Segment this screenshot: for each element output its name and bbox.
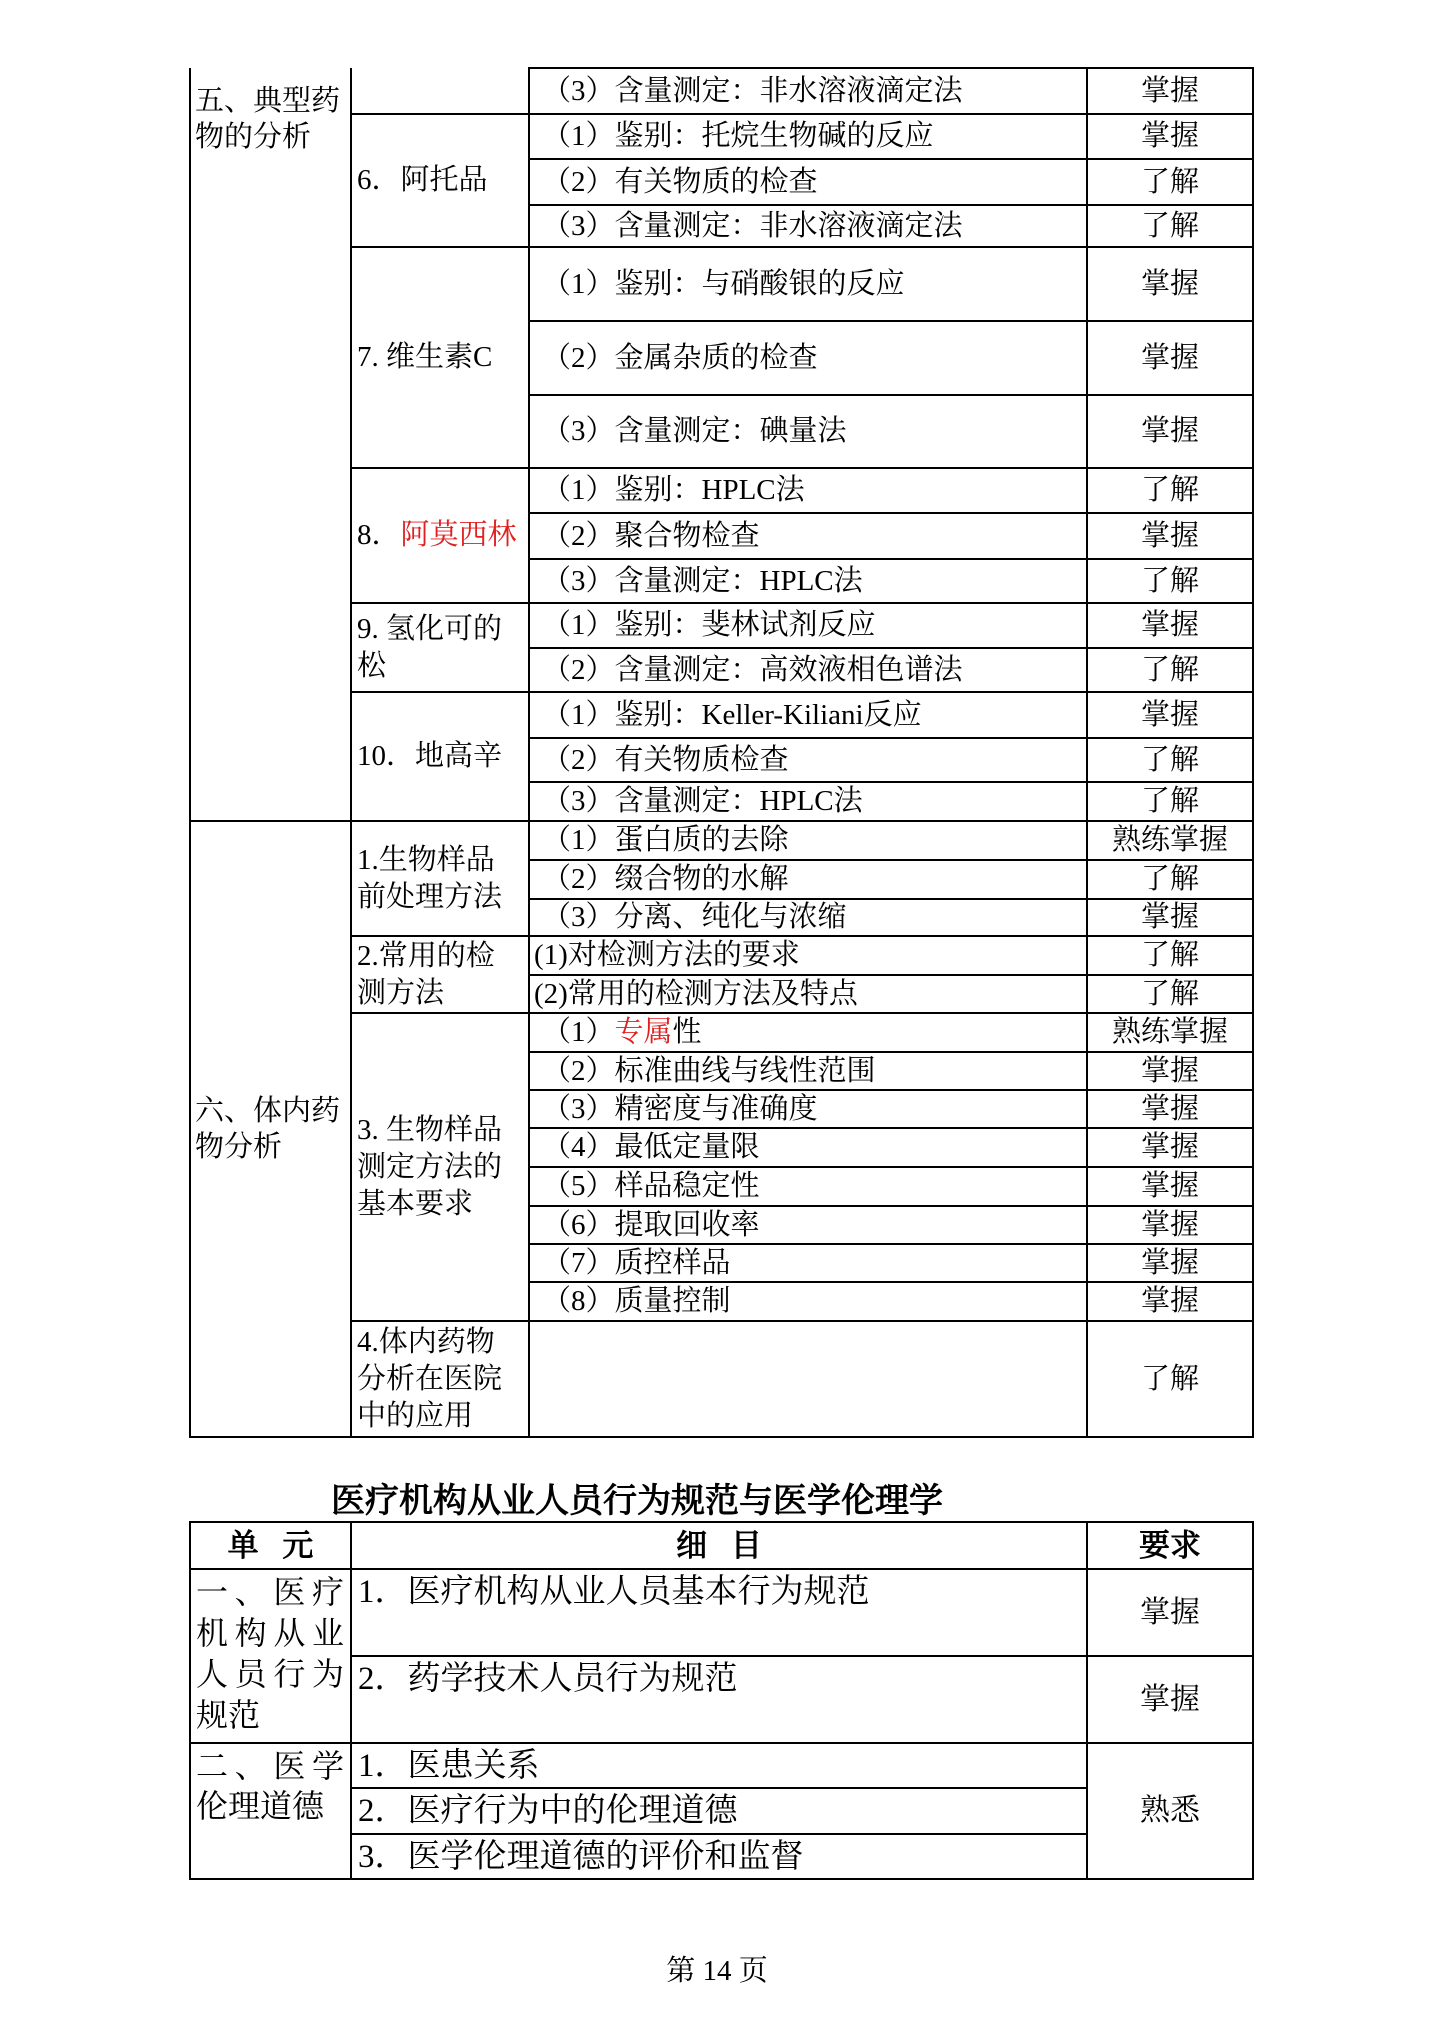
item-cell: 3．医学伦理道德的评价和监督	[351, 1834, 1087, 1879]
table-title: 医疗机构从业人员行为规范与医学伦理学	[331, 1483, 943, 1520]
detail-highlight: 专属	[614, 1016, 673, 1048]
item-label-line: 6．阿托品	[357, 164, 488, 196]
unit-cell-medical-ethics	[190, 1743, 351, 1879]
requirement-cell: 掌握	[1087, 1569, 1253, 1656]
item-label-line: 前处理方法	[357, 880, 503, 913]
item-cell-amoxicillin	[351, 468, 529, 603]
detail-cell: （1）鉴别：与硝酸银的反应	[529, 247, 1087, 321]
requirement-cell: 掌握	[1087, 395, 1253, 468]
requirement-cell: 掌握	[1087, 247, 1253, 321]
section-cell-typical-drug-analysis	[190, 68, 351, 821]
detail-cell: （3）含量测定：碘量法	[529, 395, 1087, 468]
item-cell-continued	[351, 68, 529, 114]
requirement-cell: 掌握	[1087, 513, 1253, 559]
item-cell-hospital-application	[351, 1321, 529, 1437]
requirement-cell: 掌握	[1087, 603, 1253, 648]
detail-cell: （8）质量控制	[529, 1282, 1087, 1321]
drug-analysis-syllabus-table	[189, 67, 1254, 1438]
item-label-line: 4.体内药物	[357, 1325, 495, 1358]
detail-cell: (1)对检测方法的要求	[529, 936, 1087, 975]
detail-cell: （5）样品稳定性	[529, 1167, 1087, 1206]
item-cell: 1．医患关系	[351, 1743, 1087, 1788]
requirement-cell: 了解	[1087, 1321, 1253, 1437]
requirement-cell: 掌握	[1087, 68, 1253, 114]
detail-cell: （1）鉴别：Keller-Kiliani反应	[529, 692, 1087, 738]
header-requirement: 要求	[1087, 1522, 1253, 1569]
item-label-line: 基本要求	[357, 1187, 474, 1220]
item-label-line: 3. 生物样品	[357, 1113, 503, 1146]
unit-label-line: 人员行为	[196, 1656, 344, 1692]
detail-cell: （3）含量测定：非水溶液滴定法	[529, 68, 1087, 114]
detail-cell: (2)常用的检测方法及特点	[529, 975, 1087, 1013]
page-number: 第 14 页	[666, 1955, 768, 1987]
requirement-cell: 了解	[1087, 738, 1253, 782]
requirement-cell: 了解	[1087, 975, 1253, 1013]
detail-cell: （3）含量测定：HPLC法	[529, 782, 1087, 821]
item-label-line: 2.常用的检	[357, 939, 495, 972]
table-header-row	[190, 1522, 1253, 1569]
requirement-cell: 了解	[1087, 860, 1253, 899]
item-label-highlight: 阿莫西林	[400, 519, 517, 551]
item-label-line: 10．地高辛	[357, 740, 503, 772]
detail-number: （1）	[542, 1016, 615, 1048]
section-label-line: 物分析	[195, 1131, 283, 1163]
item-cell: 1．医疗机构从业人员基本行为规范	[351, 1569, 1087, 1656]
item-cell-atropine	[351, 114, 529, 247]
requirement-cell: 掌握	[1087, 1282, 1253, 1321]
item-label-line: 中的应用	[357, 1399, 474, 1432]
item-label-line: 分析在医院	[357, 1362, 503, 1395]
item-label-line: 测方法	[357, 976, 445, 1009]
item-cell: 2．药学技术人员行为规范	[351, 1656, 1087, 1743]
section-cell-in-vivo-analysis	[190, 821, 351, 1437]
detail-cell: （2）含量测定：高效液相色谱法	[529, 648, 1087, 692]
item-label-line: 9. 氢化可的	[357, 612, 503, 645]
table-row	[190, 68, 1253, 114]
unit-label-line: 规范	[196, 1697, 261, 1733]
section-label-line: 五、典型药	[195, 85, 341, 117]
detail-cell: （3）含量测定：HPLC法	[529, 559, 1087, 603]
item-label-line: 1.生物样品	[357, 843, 495, 876]
requirement-cell: 熟练掌握	[1087, 821, 1253, 860]
item-cell-sample-pretreatment	[351, 821, 529, 936]
item-label-line: 7. 维生素C	[357, 341, 493, 373]
requirement-cell: 掌握	[1087, 1052, 1253, 1090]
requirement-cell: 了解	[1087, 468, 1253, 513]
detail-cell: （3）分离、纯化与浓缩	[529, 899, 1087, 936]
detail-cell: （2）有关物质检查	[529, 738, 1087, 782]
requirement-cell: 掌握	[1087, 1244, 1253, 1282]
requirement-cell: 掌握	[1087, 1128, 1253, 1167]
detail-cell	[529, 1013, 1087, 1052]
section-label-line: 物的分析	[195, 121, 312, 153]
detail-cell: （6）提取回收率	[529, 1206, 1087, 1244]
requirement-cell: 掌握	[1087, 692, 1253, 738]
detail-cell: （2）聚合物检查	[529, 513, 1087, 559]
header-item: 细 目	[351, 1522, 1087, 1569]
requirement-cell: 了解	[1087, 648, 1253, 692]
detail-cell: （2）标准曲线与线性范围	[529, 1052, 1087, 1090]
item-cell: 2．医疗行为中的伦理道德	[351, 1788, 1087, 1834]
table-row	[190, 1569, 1253, 1656]
requirement-cell: 掌握	[1087, 321, 1253, 395]
requirement-cell: 掌握	[1087, 899, 1253, 936]
detail-cell: （4）最低定量限	[529, 1128, 1087, 1167]
detail-cell: （1）蛋白质的去除	[529, 821, 1087, 860]
detail-cell: （3）精密度与准确度	[529, 1090, 1087, 1128]
item-label-line: 测定方法的	[357, 1150, 503, 1183]
detail-cell: （1）鉴别：斐林试剂反应	[529, 603, 1087, 648]
item-cell-detection-methods	[351, 936, 529, 1013]
item-cell-vitamin-c	[351, 247, 529, 468]
requirement-cell: 了解	[1087, 205, 1253, 247]
section-label-line: 六、体内药	[195, 1095, 341, 1127]
item-cell-hydrocortisone	[351, 603, 529, 692]
detail-suffix: 性	[672, 1016, 702, 1048]
requirement-cell: 了解	[1087, 936, 1253, 975]
unit-label-line: 二、医学	[196, 1748, 344, 1784]
conduct-ethics-syllabus-table	[189, 1521, 1254, 1880]
item-cell-digoxin	[351, 692, 529, 821]
requirement-cell: 了解	[1087, 159, 1253, 205]
detail-cell: （1）鉴别：HPLC法	[529, 468, 1087, 513]
table-row	[190, 1743, 1253, 1788]
unit-label-line: 伦理道德	[196, 1788, 325, 1824]
detail-cell: （2）金属杂质的检查	[529, 321, 1087, 395]
requirement-cell: 了解	[1087, 559, 1253, 603]
header-unit: 单 元	[190, 1522, 351, 1569]
requirement-cell: 掌握	[1087, 1167, 1253, 1206]
requirement-cell: 熟练掌握	[1087, 1013, 1253, 1052]
detail-cell: （2）有关物质的检查	[529, 159, 1087, 205]
requirement-cell: 掌握	[1087, 114, 1253, 159]
unit-cell-conduct-norms	[190, 1569, 351, 1743]
item-label-line: 松	[357, 649, 387, 682]
table-row	[190, 821, 1253, 860]
item-cell-method-requirements	[351, 1013, 529, 1321]
requirement-cell: 了解	[1087, 782, 1253, 821]
requirement-cell: 熟悉	[1087, 1743, 1253, 1879]
unit-label-line: 机构从业	[196, 1615, 344, 1651]
requirement-cell: 掌握	[1087, 1090, 1253, 1128]
detail-cell-empty	[529, 1321, 1087, 1437]
detail-cell: （3）含量测定：非水溶液滴定法	[529, 205, 1087, 247]
unit-label-line: 一、医疗	[196, 1574, 344, 1610]
requirement-cell: 掌握	[1087, 1206, 1253, 1244]
item-label-number: 8．	[357, 519, 401, 551]
detail-cell: （1）鉴别：托烷生物碱的反应	[529, 114, 1087, 159]
detail-cell: （2）缀合物的水解	[529, 860, 1087, 899]
detail-cell: （7）质控样品	[529, 1244, 1087, 1282]
requirement-cell: 掌握	[1087, 1656, 1253, 1743]
